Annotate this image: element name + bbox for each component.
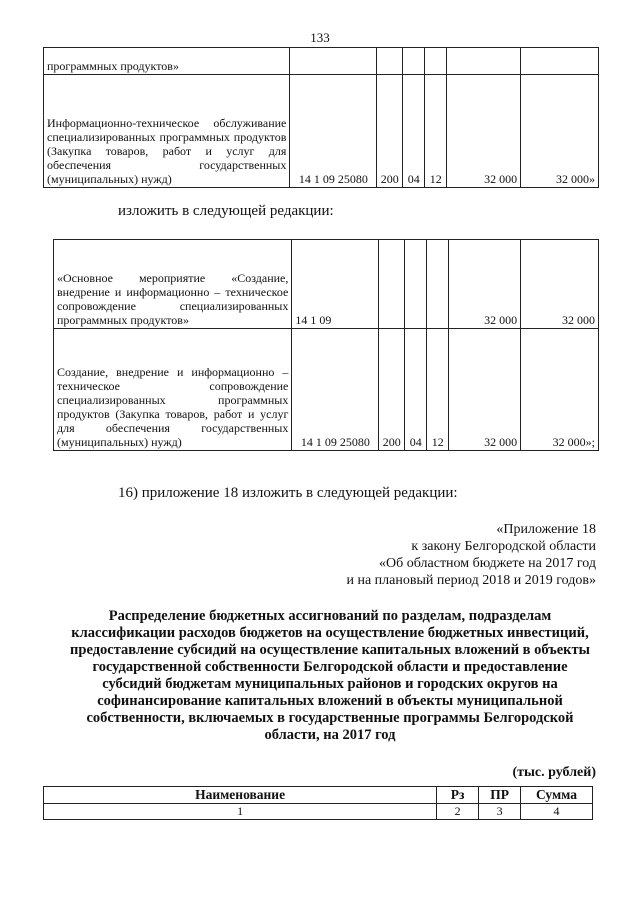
row-vr: 200 xyxy=(377,75,403,188)
item-16-text: 16) приложение 18 изложить в следующей редакции: xyxy=(118,485,458,501)
row-rz: 04 xyxy=(405,329,427,451)
row-sum-total: 32 000 xyxy=(521,240,599,329)
header-row xyxy=(44,787,593,804)
row-vr: 200 xyxy=(379,329,405,451)
column-number: 3 xyxy=(479,804,521,820)
row-code: 14 1 09 25080 xyxy=(292,329,379,451)
appendix-heading xyxy=(346,521,596,589)
row-name: Создание, внедрение и информационно – техническое сопровождение специализированных программных продуктов (Закупка товаров, работ и услуг для обеспечения государственных (муниципальных) нужд) xyxy=(54,329,292,451)
column-header-pr: ПР xyxy=(479,787,521,804)
table-row xyxy=(44,48,599,75)
table-row xyxy=(54,240,599,329)
row-sum-total: 32 000» xyxy=(521,75,599,188)
column-header-name: Наименование xyxy=(44,787,437,804)
row-code: 14 1 09 xyxy=(292,240,379,329)
page-number: 133 xyxy=(310,30,330,45)
column-header-sum: Сумма xyxy=(521,787,593,804)
units-label: (тыс. рублей) xyxy=(512,765,596,780)
document-title: Распределение бюджетных ассигнований по разделам, подразделам классификации расходов бюджетов на осуществление бюджетных инвестиций, предоставление субсидий на осуществление капитальных вложений в объекты государственной собственности Белгородской области и предоставление субсидий бюджетам муниципальных районов и городских округов на софинансирование капитальных вложений в объекты муниципальной собственности, включаемых в государственные программы Белгородской области, на 2017 год xyxy=(70,608,590,743)
budget-table-old xyxy=(43,47,599,188)
row-vr xyxy=(379,240,405,329)
budget-table-new xyxy=(53,239,599,451)
row-sum-total: 32 000»; xyxy=(521,329,599,451)
row-pr: 12 xyxy=(425,75,447,188)
column-header-rz: Рз xyxy=(437,787,479,804)
row-code: 14 1 09 25080 xyxy=(290,75,377,188)
row-vr xyxy=(377,48,403,75)
appendix-line: «Об областном бюджете на 2017 год xyxy=(379,556,596,571)
appendix-line: к закону Белгородской области xyxy=(411,539,596,554)
appendix-line: «Приложение 18 xyxy=(496,522,596,537)
row-pr xyxy=(425,48,447,75)
appendix-line: и на плановый период 2018 и 2019 годов» xyxy=(346,573,596,588)
row-rz xyxy=(403,48,425,75)
row-name: «Основное мероприятие «Создание, внедрение и информационно – техническое сопровождение специализированных программных продуктов» xyxy=(54,240,292,329)
row-name: Информационно-техническое обслуживание специализированных программных продуктов (Закупка товаров, работ и услуг для обеспечения государственных (муниципальных) нужд) xyxy=(44,75,290,188)
column-number: 2 xyxy=(437,804,479,820)
row-rz: 04 xyxy=(403,75,425,188)
row-sum-2017 xyxy=(447,48,521,75)
column-number: 1 xyxy=(44,804,437,820)
row-sum-total xyxy=(521,48,599,75)
row-pr xyxy=(427,240,449,329)
row-name: программных продуктов» xyxy=(44,48,290,75)
instruction-text: изложить в следующей редакции: xyxy=(118,203,334,219)
column-number: 4 xyxy=(521,804,593,820)
row-pr: 12 xyxy=(427,329,449,451)
row-rz xyxy=(405,240,427,329)
row-code xyxy=(290,48,377,75)
table-row xyxy=(54,329,599,451)
row-sum-2017: 32 000 xyxy=(447,75,521,188)
row-sum-2017: 32 000 xyxy=(449,240,521,329)
column-number-row xyxy=(44,804,593,820)
table-row xyxy=(44,75,599,188)
row-sum-2017: 32 000 xyxy=(449,329,521,451)
allocation-table-header xyxy=(43,786,593,820)
